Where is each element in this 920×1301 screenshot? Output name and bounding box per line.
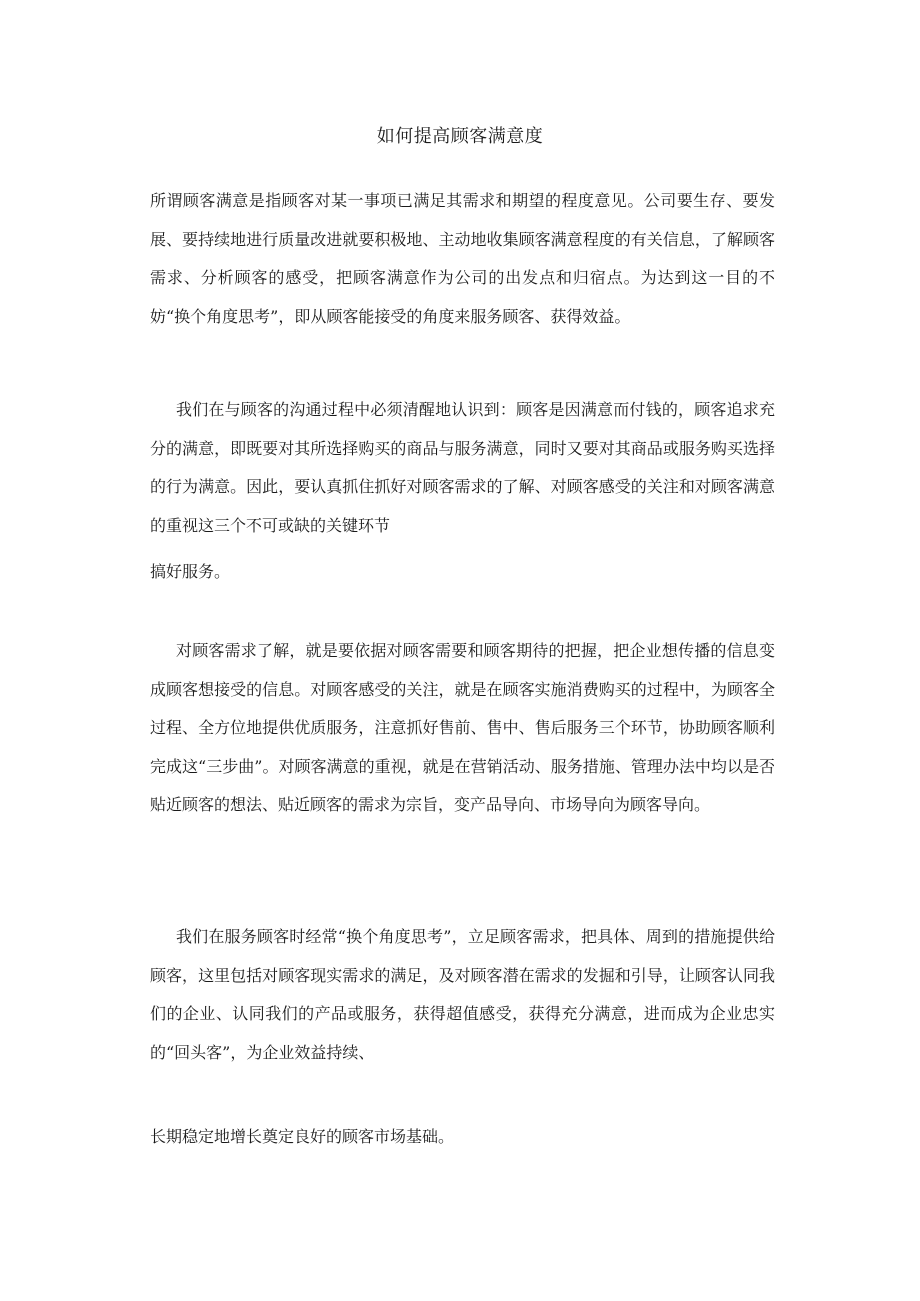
paragraph-2-tail: 搞好服务。 [150,562,231,581]
paragraph-4-tail: 长期稳定地增长奠定良好的顾客市场基础。 [150,1127,455,1146]
paragraph-3: 对顾客需求了解，就是要依据对顾客需要和顾客期待的把握，把企业想传播的信息变成顾客想接受的信息。对顾客感受的关注，就是在顾客实施消费购买的过程中，为顾客全过程、全方位地提供优质服务，注意抓好售前、售中、售后服务三个环节，协助顾客顺利完成这“三步曲”。对顾客满意的重视，就是在营销活动、服务措施、管理办法中均以是否贴近顾客的想法、贴近顾客的需求为宗旨，变产品导向、市场导向为顾客导向。 [150,641,775,814]
document-title: 如何提高顾客满意度 [376,126,544,147]
paragraph-1: 所谓顾客满意是指顾客对某一事项已满足其需求和期望的程度意见。公司要生存、要发展、要持续地进行质量改进就要积极地、主动地收集顾客满意程度的有关信息，了解顾客需求、分析顾客的感受，把顾客满意作为公司的出发点和归宿点。为达到这一目的不妨“换个角度思考”，即从顾客能接受的角度来服务顾客、获得效益。 [150,191,775,326]
paragraph-4: 我们在服务顾客时经常“换个角度思考”，立足顾客需求，把具体、周到的措施提供给顾客，这里包括对顾客现实需求的满足，及对顾客潜在需求的发掘和引导，让顾客认同我们的企业、认同我们的产品或服务，获得超值感受，获得充分满意，进而成为企业忠实的“回头客”，为企业效益持续、 [150,927,775,1062]
paragraph-2: 我们在与顾客的沟通过程中必须清醒地认识到：顾客是因满意而付钱的，顾客追求充分的满意，即既要对其所选择购买的商品与服务满意，同时又要对其商品或服务购买选择的行为满意。因此，要认真抓住抓好对顾客需求的了解、对顾客感受的关注和对顾客满意的重视这三个不可或缺的关键环节 [150,400,775,535]
